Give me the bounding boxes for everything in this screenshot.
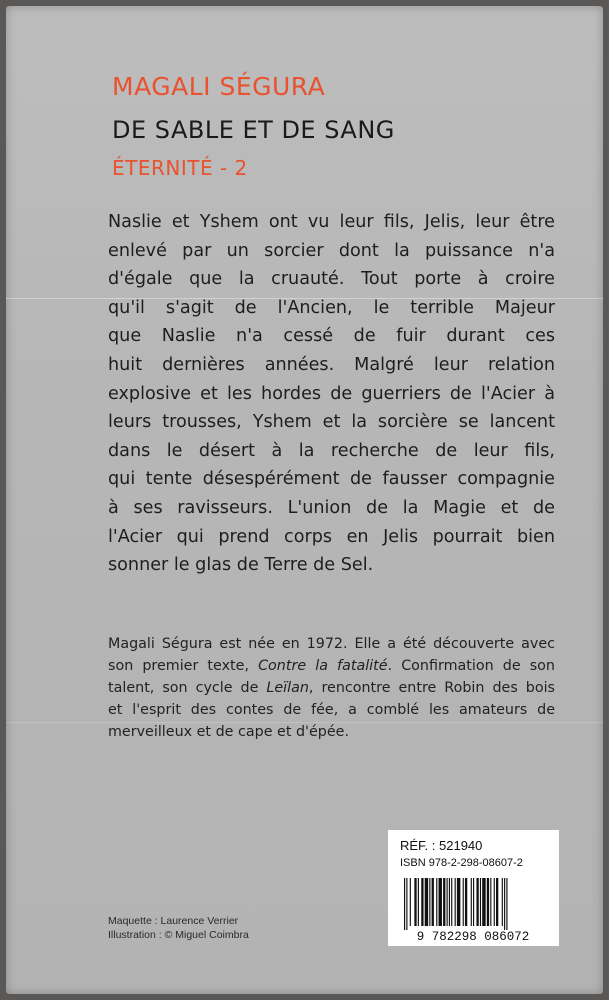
bio-text: , rencontre entre Robin des bois <box>308 680 555 696</box>
synopsis <box>108 208 555 580</box>
barcode-bar <box>429 878 430 926</box>
barcode-bar <box>506 878 507 930</box>
back-cover <box>6 6 603 994</box>
synopsis-line: leurs trousses, Yshem et la sorcière se lancent <box>108 412 555 433</box>
barcode-bar <box>490 878 491 926</box>
barcode-bar <box>471 878 472 926</box>
barcode-bar <box>443 878 445 926</box>
barcode-bar <box>404 878 405 930</box>
barcode-bar <box>480 878 481 926</box>
book-title: DE SABLE ET DE SANG <box>112 116 395 144</box>
barcode-bar <box>447 878 448 926</box>
bio-line: Magali Ségura est née en 1972. Elle a été découverte avec <box>108 636 555 652</box>
synopsis-line: enlevé par un sorcier dont la puissance n'a <box>108 240 555 261</box>
barcode-bar <box>494 878 495 926</box>
synopsis-line: d'égale que la cruauté. Tout porte à croire <box>108 269 555 290</box>
barcode-bar <box>455 878 456 926</box>
synopsis-line: l'Acier qui prend corps en Jelis pourrait bien <box>108 526 555 547</box>
bio-line <box>108 677 555 699</box>
barcode-digits: 9 782298 086072 <box>416 930 530 944</box>
barcode-bar <box>487 878 489 926</box>
barcode-bar <box>463 878 464 926</box>
barcode-bar <box>449 878 450 926</box>
barcode-bar <box>504 878 505 930</box>
barcode-bar <box>406 878 407 930</box>
barcode-bar <box>473 878 474 926</box>
barcode-bar <box>482 878 485 926</box>
bio-text: talent, son cycle de <box>108 680 267 696</box>
synopsis-line: explosive et les hordes de guerriers de l'Acier à <box>108 383 555 404</box>
barcode <box>392 876 555 944</box>
barcode-bar <box>502 878 503 926</box>
barcode-bar <box>451 878 452 926</box>
synopsis-line: huit dernières années. Malgré leur relation <box>108 354 555 375</box>
synopsis-line: qui tente désespérément de fausser compagnie <box>108 469 555 490</box>
synopsis-line: à ses ravisseurs. L'union de la Magie et de <box>108 497 555 518</box>
barcode-bar <box>425 878 428 926</box>
bio-text: son premier texte, <box>108 658 259 674</box>
barcode-bar <box>421 878 423 926</box>
barcode-bar <box>432 878 434 926</box>
synopsis-line: qu'il s'agit de l'Ancien, le terrible Majeur <box>108 297 555 318</box>
design-credit: Maquette : Laurence Verrier <box>108 915 239 927</box>
barcode-bar <box>457 878 460 926</box>
bio-line: merveilleux et de cape et d'épée. <box>108 724 349 740</box>
series-label: ÉTERNITÉ - 2 <box>112 156 248 180</box>
reference-number: RÉF. : 521940 <box>400 838 483 853</box>
synopsis-line: dans le désert à la recherche de leur fils, <box>108 440 555 461</box>
barcode-bar <box>465 878 467 926</box>
barcode-bar <box>439 878 442 926</box>
bio-text: . Confirmation de son <box>387 658 555 674</box>
author-name: MAGALI SÉGURA <box>112 72 326 101</box>
synopsis-line: sonner le glas de Terre de Sel. <box>108 555 374 576</box>
isbn-number: ISBN 978-2-298-08607-2 <box>400 857 523 869</box>
bio-line <box>108 655 555 677</box>
barcode-label <box>388 830 559 946</box>
barcode-bar <box>496 878 498 926</box>
bio-line: et l'esprit des contes de fée, a comblé les amateurs de <box>108 702 555 718</box>
credits <box>108 914 249 942</box>
synopsis-line: Naslie et Yshem ont vu leur fils, Jelis, leur être <box>108 212 555 232</box>
author-bio <box>108 633 555 743</box>
barcode-bar <box>436 878 437 926</box>
barcode-bar <box>410 878 411 926</box>
barcode-bar <box>476 878 478 926</box>
book-title-italic: Contre la fatalité <box>258 658 388 674</box>
illustration-credit: Illustration : © Miguel Coimbra <box>108 929 249 941</box>
barcode-bar <box>414 878 416 926</box>
book-title-italic: Leïlan <box>266 680 309 696</box>
synopsis-line: que Naslie n'a cessé de fuir durant ces <box>108 326 555 347</box>
barcode-bar <box>418 878 419 926</box>
